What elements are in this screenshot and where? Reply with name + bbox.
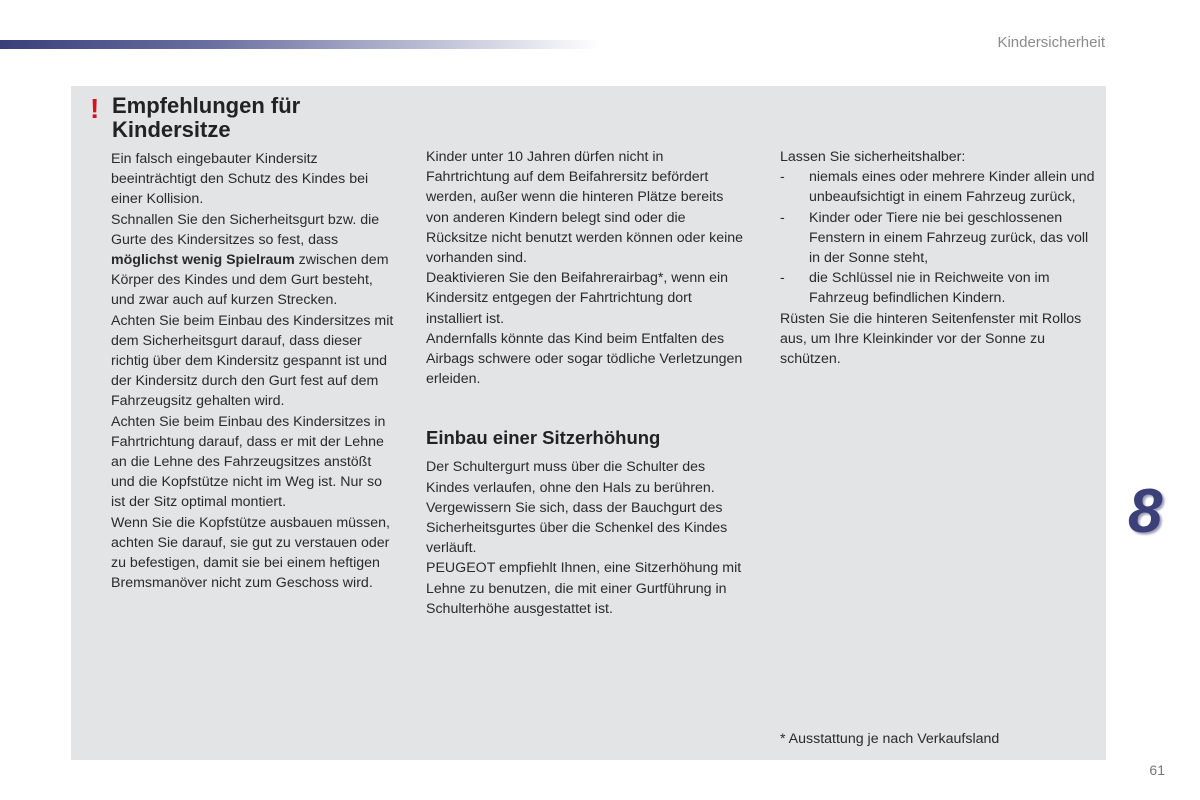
paragraph: PEUGEOT empfiehlt Ihnen, eine Sitzerhöhung mit Lehne zu benutzen, die mit einer Gurtführung in Schulterhöhe ausgestattet ist. xyxy=(426,560,742,617)
paragraph: Ein falsch eingebauter Kindersitz beeinträchtigt den Schutz des Kindes bei einer Kollision. xyxy=(111,151,369,208)
chapter-title: Kindersicherheit xyxy=(997,34,1105,51)
paragraph: Rüsten Sie die hinteren Seitenfenster mit Rollos aus, um Ihre Kleinkinder vor der Sonne zu schützen. xyxy=(780,310,1082,368)
paragraph: Achten Sie beim Einbau des Kindersitzes in Fahrtrichtung darauf, dass er mit der Lehne an die Lehne des Fahrzeugsitzes anstößt und die Kopfstütze nicht im Weg ist. Nur so ist der Sitz optimal montiert. xyxy=(111,413,386,511)
chapter-number: 8 xyxy=(1128,477,1163,546)
paragraph: Der Schultergurt muss über die Schulter des Kindes verlaufen, ohne den Hals zu berühren. Vergewissern Sie sich, dass der Bauchgurt des Sicherheitsgurtes über die Schenkel des Kindes verläuft. xyxy=(426,459,728,557)
bold-text: möglichst wenig Spielraum xyxy=(111,252,295,269)
paragraph: Achten Sie beim Einbau des Kindersitzes mit dem Sicherheitsgurt darauf, dass dieser richtig über dem Kindersitz gespannt ist und der Kindersitz durch den Gurt fest auf dem Fahrzeugsitz gehalten wird. xyxy=(111,312,394,410)
paragraph: Kinder unter 10 Jahren dürfen nicht in Fahrtrichtung auf dem Beifahrersitz befördert werden, außer wenn die hinteren Plätze bereits von anderen Kindern belegt sind oder die Rücksitze nicht benutzt werden können oder keine vorhanden sind. xyxy=(426,149,744,267)
paragraph: Andernfalls könnte das Kind beim Entfalten des Airbags schwere oder sogar tödliche Verletzungen erleiden. xyxy=(426,330,743,388)
dash-bullet: - xyxy=(780,270,785,287)
footnote: * Ausstattung je nach Verkaufsland xyxy=(780,731,1000,747)
text-span: Schnallen Sie den Sicherheitsgurt bzw. die Gurte des Kindersitzes so fest, dass xyxy=(111,211,380,248)
list-item-text: niemals eines oder mehrere Kinder allein und unbeaufsichtigt in einem Fahrzeug zurück, xyxy=(809,169,1095,206)
dash-bullet: - xyxy=(780,169,785,186)
column-1 xyxy=(111,149,396,593)
list-item-text: Kinder oder Tiere nie bei geschlossenen Fenstern in einem Fahrzeug zurück, das voll in der Sonne steht, xyxy=(809,209,1089,267)
list-item-text: die Schlüssel nie in Reichweite von im Fahrzeug befindlichen Kindern. xyxy=(809,270,1050,307)
paragraph: Wenn Sie die Kopfstütze ausbauen müssen, achten Sie darauf, sie gut zu verstauen oder zu befestigen, damit sie bei einem heftigen Bremsmanöver nicht zum Geschoss wird. xyxy=(111,514,390,592)
column-3 xyxy=(780,147,1100,369)
header-accent-bar xyxy=(0,40,600,49)
paragraph: Deaktivieren Sie den Beifahrerairbag*, wenn ein Kindersitz entgegen der Fahrtrichtung dort installiert ist. xyxy=(426,270,729,327)
list-item xyxy=(780,268,1100,308)
subsection-title: Einbau einer Sitzerhöhung xyxy=(426,427,661,449)
paragraph: Lassen Sie sicherheitshalber: xyxy=(780,149,966,165)
text-span: zwischen dem Körper des Kindes und dem Gurt besteht, und zwar auch auf kurzen Strecken. xyxy=(111,252,389,309)
section-title: Empfehlungen für Kindersitze xyxy=(112,93,301,142)
page-number: 61 xyxy=(1149,762,1165,778)
paragraph xyxy=(111,210,396,311)
safety-list xyxy=(780,167,1100,308)
column-2 xyxy=(426,147,746,619)
dash-bullet: - xyxy=(780,209,785,226)
list-item xyxy=(780,208,1100,269)
list-item xyxy=(780,167,1100,207)
exclamation-icon: ! xyxy=(90,93,100,124)
